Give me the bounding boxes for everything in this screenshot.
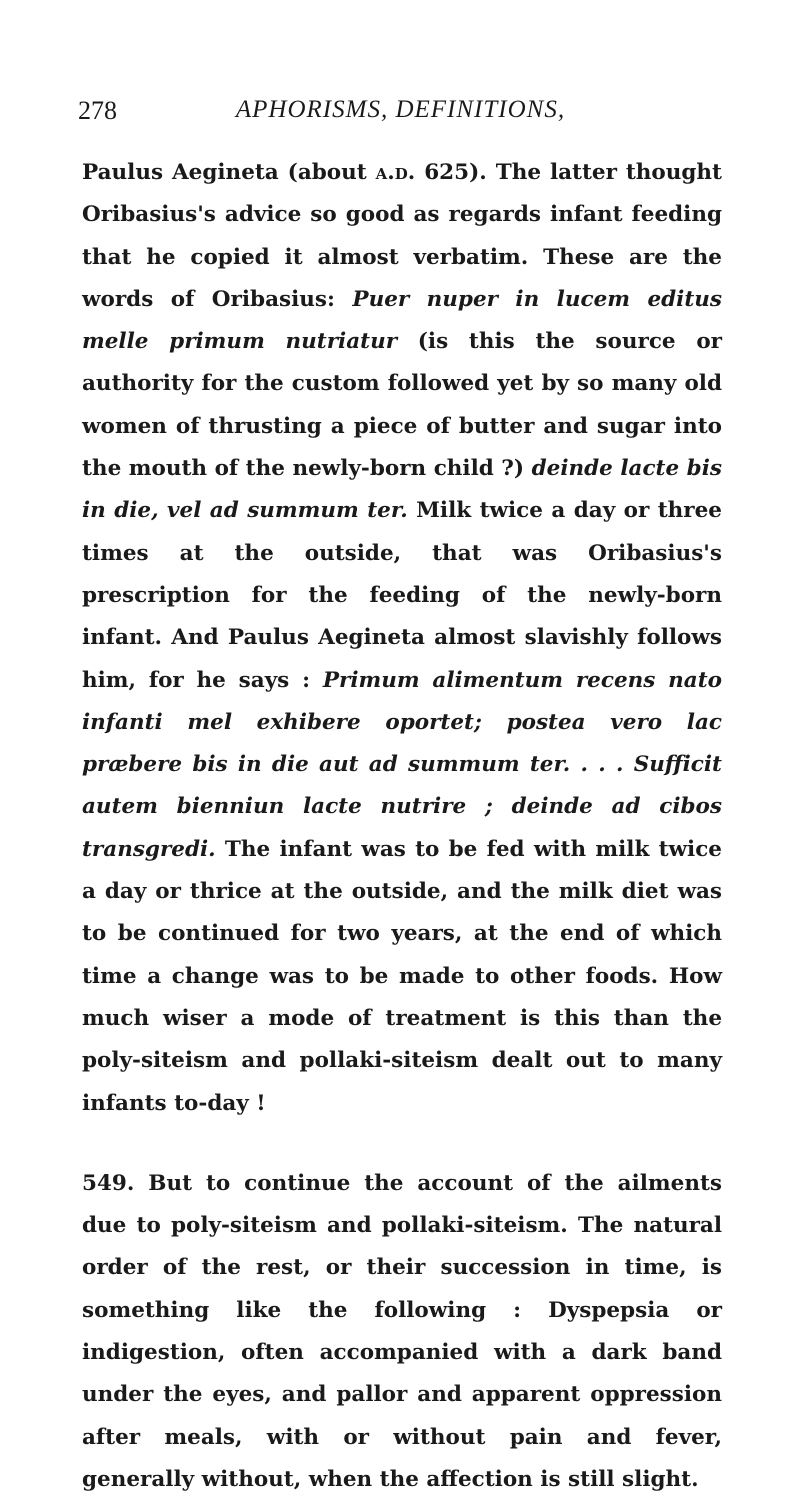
latin-quote: deinde lacte bis in die, vel ad summum ter. — [82, 456, 722, 524]
text-segment: 625). The latter thought Oribasius's advice so good as regards infant feeding that he copied it almost verbatim. These are the words of Oribasius: — [82, 160, 722, 312]
text-segment: Paulus Aegineta (about — [82, 160, 376, 185]
text-segment: The infant was to be fed with milk twice a day or thrice at the outside, and the milk diet was to be continued for two years, at the end of which time a change was to be made to other foods. How much wiser a mode of treatment is this than the poly-siteism and pollaki-siteism dealt out to many infants to-day ! — [82, 836, 722, 1116]
body-text — [82, 152, 722, 1501]
paragraph-549: 549. But to continue the account of the ailments due to poly-siteism and pollaki-siteism. The natural order of the rest, or their succession in time, is something like the following : Dyspepsia or indigestion, often accompanied with a dark band under the eyes, and pallor and apparent oppression after meals, with or without pain and fever, generally without, when the affection is still slight. — [82, 1170, 722, 1492]
page-number: 278 — [78, 96, 117, 125]
running-title: APHORISMS, DEFINITIONS, — [235, 96, 566, 123]
paragraph-oribasius — [82, 152, 722, 1125]
latin-quote: Primum alimentum recens nato infanti mel exhibere oportet; postea vero lac præbere bis in die aut ad summum ter. . . . Sufficit autem bienniun lacte nutrire ; deinde ad cibos transgredi. — [82, 667, 722, 862]
running-head — [78, 96, 723, 136]
text-segment: Milk twice a day or three times at the outside, that was Oribasius's prescription for the feeding of the newly-born infant. And Paulus Aegineta almost slavishly follows him, for he says : — [82, 498, 722, 693]
text-segment: (is this the source or authority for the custom followed yet by so many old women of thrusting a piece of butter and sugar into the mouth of the newly-born child ?) — [82, 329, 722, 482]
latin-quote: Puer nuper in lucem editus melle primum nutriatur — [82, 286, 722, 355]
era-abbreviation: a.d. — [375, 160, 416, 185]
